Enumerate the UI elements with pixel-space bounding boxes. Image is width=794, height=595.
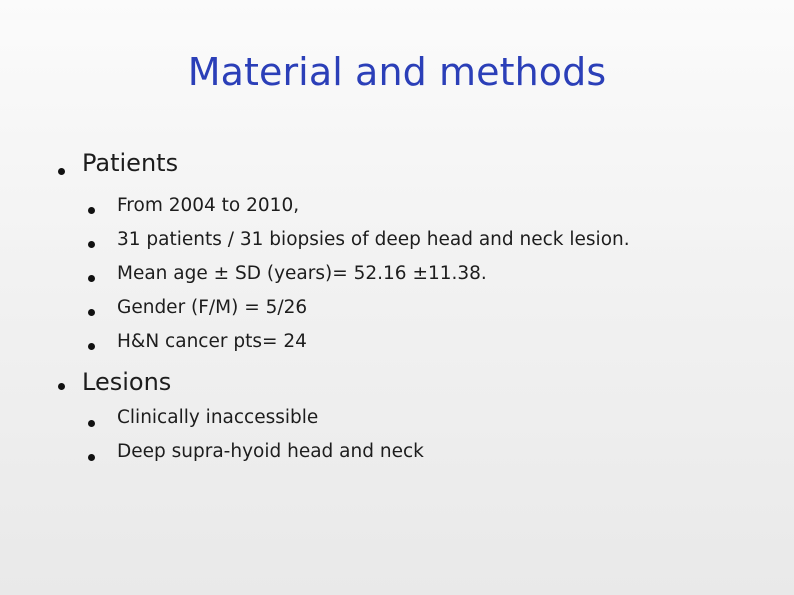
list-item: Gender (F/M) = 5/26 xyxy=(117,297,308,318)
list-item: H&N cancer pts= 24 xyxy=(117,331,307,352)
list-item: 31 patients / 31 biopsies of deep head and neck lesion. xyxy=(117,229,630,250)
bullet-icon xyxy=(88,309,95,316)
bullet-icon xyxy=(88,275,95,282)
bullet-icon xyxy=(88,241,95,248)
list-item: Mean age ± SD (years)= 52.16 ±11.38. xyxy=(117,263,487,284)
section-heading-patients: Patients xyxy=(82,149,179,177)
section-heading-lesions: Lesions xyxy=(82,368,172,396)
bullet-icon xyxy=(88,420,95,427)
list-item: From 2004 to 2010, xyxy=(117,195,300,216)
bullet-icon xyxy=(88,343,95,350)
bullet-icon xyxy=(58,168,65,175)
bullet-icon xyxy=(88,207,95,214)
bullet-icon xyxy=(58,383,65,390)
list-item: Clinically inaccessible xyxy=(117,407,319,428)
slide-title: Material and methods xyxy=(187,50,607,94)
bullet-icon xyxy=(88,454,95,461)
list-item: Deep supra-hyoid head and neck xyxy=(117,441,424,462)
